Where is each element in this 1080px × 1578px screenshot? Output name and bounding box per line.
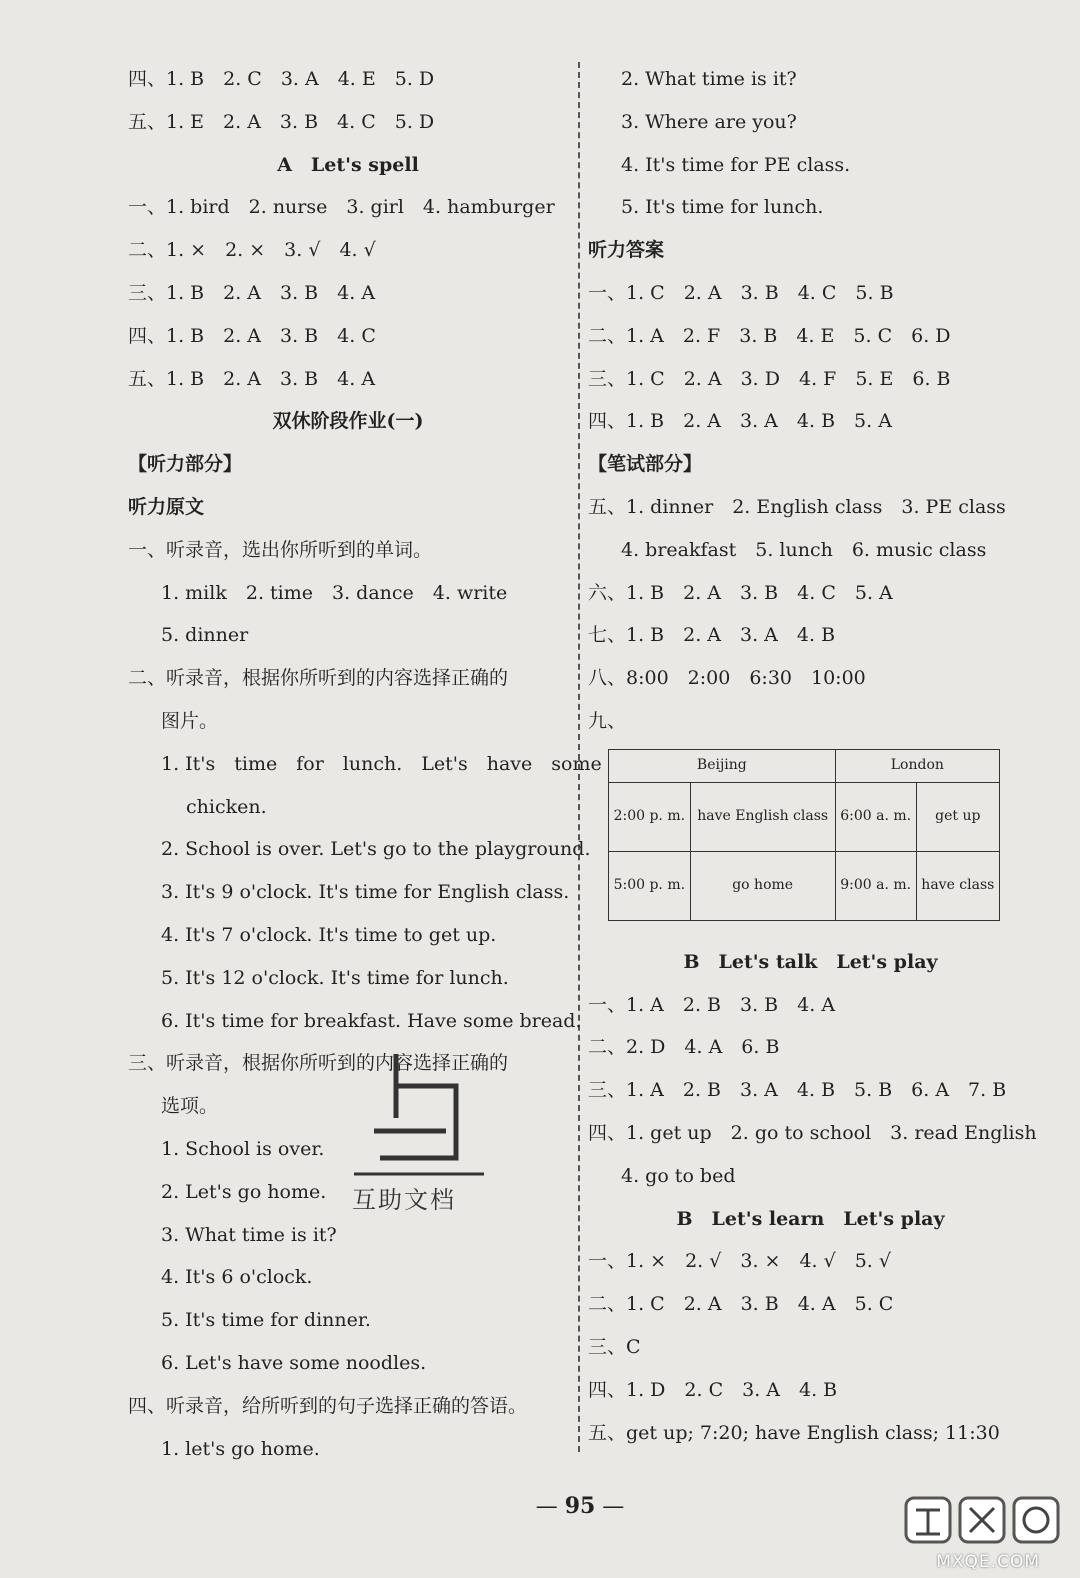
transcript-line: 3. Where are you? [621,110,797,133]
question-line: 二、听录音，根据你所听到的内容选择正确的 [128,667,509,690]
question-line: 图片。 [161,709,219,732]
table-header-cell: London [835,749,999,782]
answer-line: 四、1. B 2. C 3. A 4. E 5. D [128,68,435,90]
transcript-line: chicken. [186,795,267,818]
transcript-line: 5. It's 12 o'clock. It's time for lunch. [161,966,509,989]
right-column [588,58,1037,1454]
section-heading: A Let's spell [277,153,419,176]
time-zone-table [608,749,1000,921]
sub-heading: 听力原文 [128,495,205,518]
transcript-line: 6. Let's have some noodles. [161,1351,427,1374]
table-cell: 9:00 a. m. [835,851,916,920]
watermark-text: MXQE.COM [936,1552,1040,1572]
page-number-value: 95 [564,1493,596,1519]
transcript-line: 4. It's time for PE class. [621,153,851,176]
transcript-line: 4. It's 7 o'clock. It's time to get up. [161,923,497,946]
answer-line: 八、8:00 2:00 6:30 10:00 [588,667,866,690]
transcript-line: 1. milk 2. time 3. dance 4. write [161,581,508,604]
answer-line: 二、1. A 2. F 3. B 4. E 5. C 6. D [588,324,951,347]
section-heading: B Let's talk Let's play [683,950,938,973]
transcript-line: 5. It's time for dinner. [161,1309,371,1332]
table-cell: have English class [690,782,835,851]
table-header-cell: Beijing [609,749,836,782]
transcript-line: 6. It's time for breakfast. Have some bread. [161,1009,582,1032]
answer-line: 四、1. B 2. A 3. A 4. B 5. A [588,410,892,433]
question-line: 四、听录音，给所听到的句子选择正确的答语。 [128,1394,528,1417]
answer-line: 六、1. B 2. A 3. B 4. C 5. A [588,581,893,604]
transcript-line: 5. It's time for lunch. [621,196,824,219]
answer-line: 二、1. × 2. × 3. √ 4. √ [128,239,376,262]
part-heading: 【笔试部分】 [588,453,703,476]
question-line: 三、听录音，根据你所听到的内容选择正确的 [128,1052,509,1075]
answer-line: 一、1. × 2. √ 3. × 4. √ 5. √ [588,1250,891,1273]
answer-line: 四、1. get up 2. go to school 3. read English [588,1121,1037,1144]
question-line: 选项。 [161,1095,219,1118]
section-heading: B Let's learn Let's play [676,1207,945,1230]
table-cell: have class [916,851,999,920]
answer-line: 二、2. D 4. A 6. B [588,1036,780,1059]
answer-line: 三、1. A 2. B 3. A 4. B 5. B 6. A 7. B [588,1079,1007,1102]
page-number: — 95 — [535,1493,625,1519]
transcript-line: 1. School is over. [161,1137,325,1160]
stamp-text: 互助文档 [352,1186,456,1214]
table-cell: 2:00 p. m. [609,782,691,851]
answer-line: 一、1. A 2. B 3. B 4. A [588,993,836,1016]
answer-line: 四、1. B 2. A 3. B 4. C [128,324,376,347]
table-cell: 6:00 a. m. [835,782,916,851]
answer-line: 4. go to bed [621,1164,736,1187]
table-cell: get up [916,782,999,851]
answer-line: 五、1. dinner 2. English class 3. PE class [588,495,1006,518]
transcript-line: 2. Let's go home. [161,1180,327,1203]
answer-line: 一、1. C 2. A 3. B 4. C 5. B [588,281,894,304]
transcript-line: 1. let's go home. [161,1437,320,1460]
transcript-line: 2. What time is it? [621,68,797,90]
answer-line: 七、1. B 2. A 3. A 4. B [588,624,836,647]
left-column [128,58,602,1470]
answer-line: 九、 [588,709,627,732]
transcript-line: 2. School is over. Let's go to the playground. [161,838,591,861]
transcript-line: 3. What time is it? [161,1223,337,1246]
answer-line: 五、1. E 2. A 3. B 4. C 5. D [128,110,435,133]
answer-line: 一、1. bird 2. nurse 3. girl 4. hamburger [128,196,555,219]
answer-line: 四、1. D 2. C 3. A 4. B [588,1378,838,1401]
table-cell: 5:00 p. m. [609,851,691,920]
answer-line: 三、1. C 2. A 3. D 4. F 5. E 6. B [588,367,951,390]
answer-line: 三、C [588,1335,641,1358]
table-row [609,851,1000,920]
question-line: 一、听录音，选出你所听到的单词。 [128,538,433,561]
answer-line: 五、1. B 2. A 3. B 4. A [128,367,376,390]
sub-heading: 听力答案 [588,239,665,262]
transcript-line: 5. dinner [161,624,249,647]
section-heading: 双休阶段作业(一) [272,410,424,433]
answer-line: 五、get up; 7:20; have English class; 11:30 [588,1421,1000,1444]
part-heading: 【听力部分】 [128,453,243,476]
table-cell: go home [690,851,835,920]
table-row [609,782,1000,851]
answer-line: 4. breakfast 5. lunch 6. music class [621,538,987,561]
transcript-line: 1. It's time for lunch. Let's have some [161,752,602,775]
answer-line: 二、1. C 2. A 3. B 4. A 5. C [588,1293,894,1316]
answer-line: 三、1. B 2. A 3. B 4. A [128,281,376,304]
transcript-line: 4. It's 6 o'clock. [161,1266,313,1289]
transcript-line: 3. It's 9 o'clock. It's time for English class. [161,881,570,904]
